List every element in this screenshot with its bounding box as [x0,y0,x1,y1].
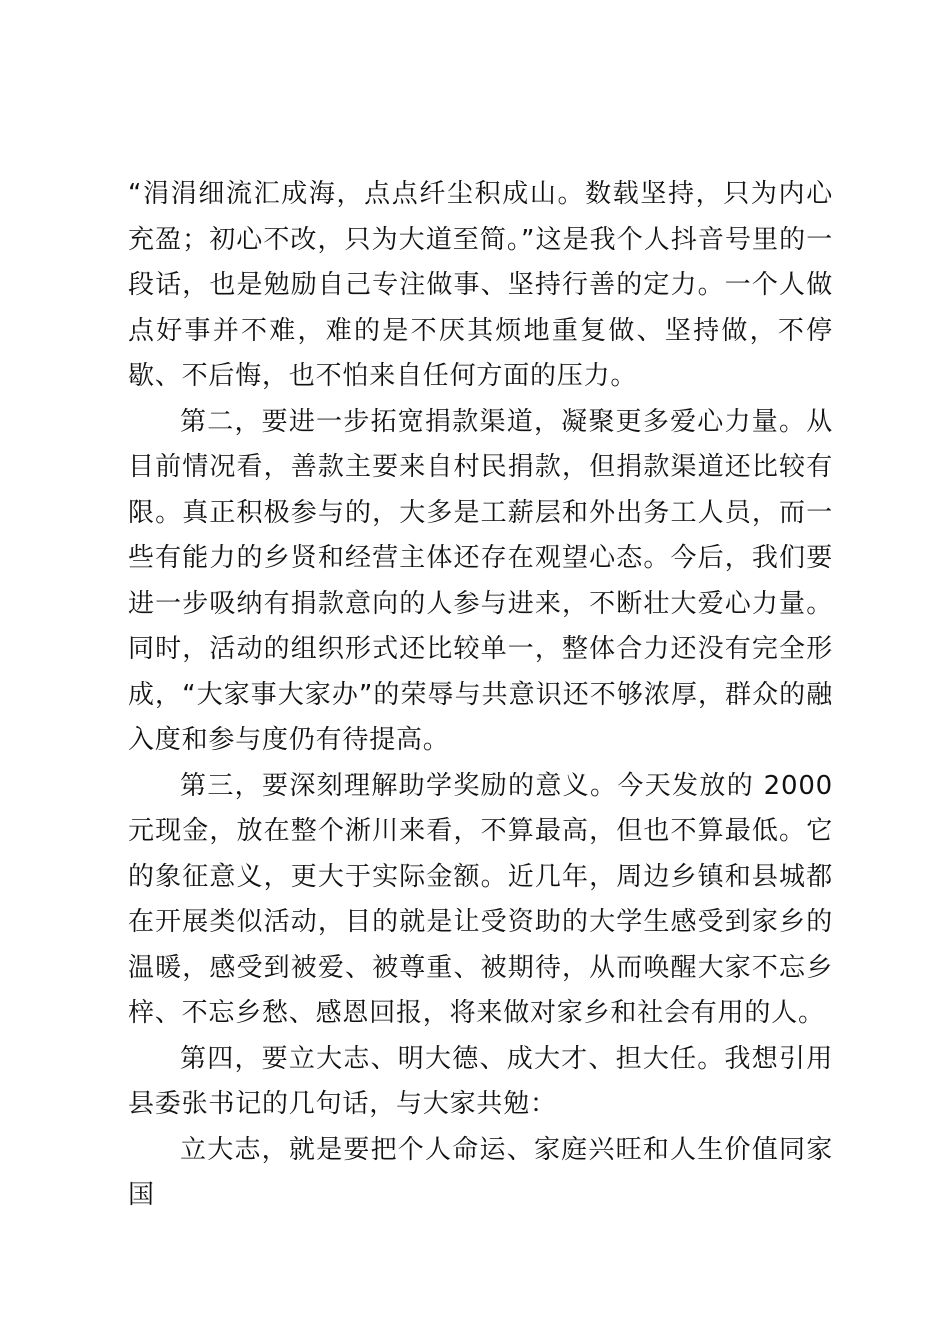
body-text [128,172,833,1219]
paragraph-big-ambition: 立大志，就是要把个人命运、家庭兴旺和人生价值同家国 [128,1134,833,1210]
paragraph-second-point: 第二，要进一步拓宽捐款渠道，凝聚更多爱心力量。从目前情况看，善款主要来自村民捐款，但捐款渠道还比较有限。真正积极参与的，大多是工薪层和外出务工人员，而一些有能力的乡贤和经营主体还存在观望心态。今后，我们要进一步吸纳有捐款意向的人参与进来，不断壮大爱心力量。同时，活动的组织形式还比较单一，整体合力还没有完全形成，“大家事大家办”的荣辱与共意识还不够浓厚，群众的融入度和参与度仍有待提高。 [128,406,833,755]
paragraph-fourth-point: 第四，要立大志、明大德、成大才、担大任。我想引用县委张书记的几句话，与大家共勉： [128,1043,833,1119]
paragraph-opening-quote: “涓涓细流汇成海，点点纤尘积成山。数载坚持，只为内心充盈；初心不改，只为大道至简。”这是我个人抖音号里的一段话，也是勉励自己专注做事、坚持行善的定力。一个人做点好事并不难，难的是不厌其烦地重复做、坚持做，不停歇、不后悔，也不怕来自任何方面的压力。 [128,179,833,391]
paragraph-third-point: 第三，要深刻理解助学奖励的意义。今天发放的 2000 元现金，放在整个淅川来看，不算最高，但也不算最低。它的象征意义，更大于实际金额。近几年，周边乡镇和县城都在开展类似活动，目的就是让受资助的大学生感受到家乡的温暖，感受到被爱、被尊重、被期待，从而唤醒大家不忘乡梓、不忘乡愁、感恩回报，将来做对家乡和社会有用的人。 [128,770,833,1028]
